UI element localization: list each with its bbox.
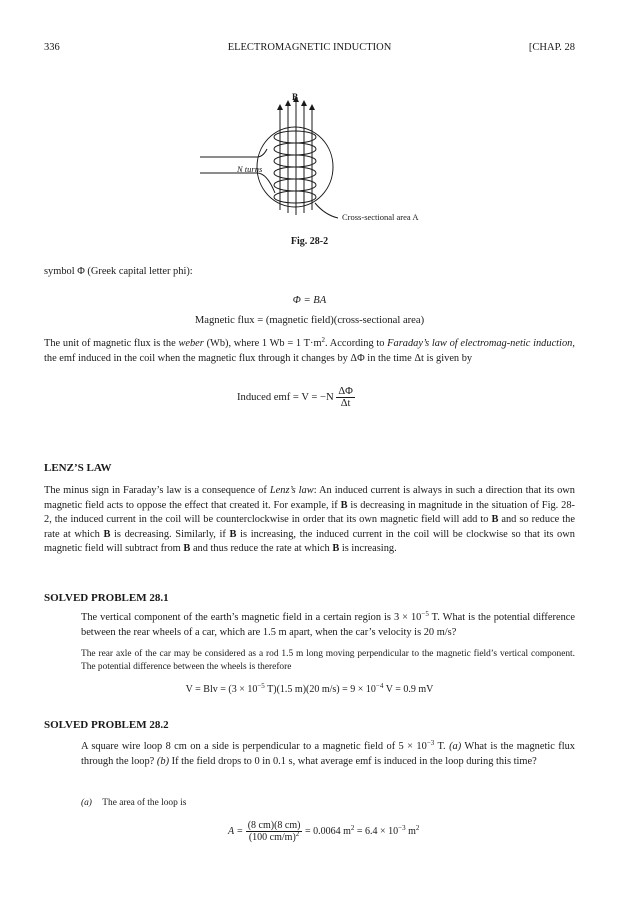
text-run: (Wb), where 1 Wb = 1 T·m xyxy=(206,338,322,349)
problem-28-2-question xyxy=(81,740,575,769)
symbol-b: B xyxy=(332,543,340,555)
area-lhs: A = xyxy=(228,825,244,837)
section-heading-problem-28-1: SOLVED PROBLEM 28.1 xyxy=(44,592,169,604)
term-faraday-law: Faraday’s law of electromag-netic induction xyxy=(387,338,573,349)
text-run: : An induced current is always in such a direction that its own magnetic field acts to oppose the effect that created it. For example, if xyxy=(44,485,576,511)
chapter-label: [CHAP. 28 xyxy=(528,42,575,53)
text-run: m xyxy=(408,825,416,837)
text-run: The unit of magnetic flux is the xyxy=(44,338,176,349)
superscript: −5 xyxy=(257,682,265,690)
text-run: is increasing, the induced current in the coil will be clockwise so that its own magnetic field will subtract from xyxy=(44,528,575,555)
area-label: Cross-sectional area A xyxy=(342,212,419,222)
superscript: −3 xyxy=(426,739,435,747)
text-run: What is the magnetic flux through the loop? xyxy=(81,741,575,767)
part-label: (a) xyxy=(449,741,462,752)
superscript: 2 xyxy=(415,823,420,832)
text-run: . According to xyxy=(325,338,385,349)
text-run: (100 cm/m) xyxy=(248,832,296,843)
part-label: (b) xyxy=(156,755,170,767)
lead-wire-top xyxy=(200,149,267,157)
emf-lhs: Induced emf = V = −N xyxy=(237,391,334,403)
term-weber: weber xyxy=(178,338,204,349)
intro-line: symbol Φ (Greek capital letter phi): xyxy=(44,266,193,277)
fraction xyxy=(336,386,355,409)
paragraph-weber xyxy=(44,337,575,366)
equation-flux-words: Magnetic flux = (magnetic field)(cross-sectional area) xyxy=(194,315,425,326)
text-run: If the field drops to 0 in 0.1 s, what average emf is induced in the loop during this time? xyxy=(171,755,537,767)
text-run: V = 0.9 mV xyxy=(385,684,434,695)
equation-induced-emf xyxy=(237,386,355,409)
superscript: 2 xyxy=(350,823,355,832)
superscript: −4 xyxy=(375,682,384,690)
paragraph-lenz xyxy=(44,484,575,557)
symbol-b: B xyxy=(491,514,499,526)
superscript: 2 xyxy=(295,830,300,838)
problem-28-1-question xyxy=(81,611,575,640)
section-heading-lenz: LENZ’S LAW xyxy=(44,462,112,474)
equation-flux-symbolic: Φ = BA xyxy=(292,295,327,306)
text-run: and thus reduce the rate at which xyxy=(192,543,330,555)
problem-28-2-part-a xyxy=(81,797,186,810)
turns-label: N turns xyxy=(237,164,263,174)
text-run: T)(1.5 m)(20 m/s) = 9 × 10 xyxy=(267,684,376,695)
symbol-b: B xyxy=(340,499,348,511)
text-run: is decreasing in magnitude in the situation of Fig. 28-2, the induced current in the coil will be counterclockwise in order that its own magnetic field will add to xyxy=(44,499,575,526)
problem-28-1-answer: The rear axle of the car may be considered as a rod 1.5 m long moving perpendicular to the magnetic field’s vertical component. The potential difference between the wheels is therefore xyxy=(81,649,575,673)
fraction-numerator: (8 cm)(8 cm) xyxy=(247,820,301,831)
symbol-b: B xyxy=(229,528,237,540)
area-leader-line xyxy=(315,203,338,218)
symbol-b: B xyxy=(103,528,111,540)
symbol-b: B xyxy=(183,543,191,555)
text-run: The minus sign in Faraday’s law is a consequence of xyxy=(44,485,267,496)
fraction-denominator xyxy=(246,831,303,843)
text-run: T. xyxy=(437,741,446,752)
running-title: ELECTROMAGNETIC INDUCTION xyxy=(227,42,392,53)
equation-potential-difference xyxy=(0,684,619,695)
term-lenz-law: Lenz’s law xyxy=(269,485,314,496)
text-run: = 6.4 × 10 xyxy=(356,825,399,837)
text-run: is decreasing. Similarly, if xyxy=(114,528,226,540)
part-label: (a) xyxy=(81,798,92,808)
field-label-b: B xyxy=(292,92,299,102)
section-heading-problem-28-2: SOLVED PROBLEM 28.2 xyxy=(44,719,169,731)
text-run: , the emf induced in the coil when the magnetic flux through it changes by ΔΦ in the time Δt is given by xyxy=(44,338,575,364)
equation-loop-area xyxy=(228,820,419,843)
text-run: The vertical component of the earth’s magnetic field in a certain region is 3 × 10 xyxy=(81,612,422,623)
text-run: = 0.0064 m xyxy=(304,825,351,837)
text-run: V = Blv = (3 × 10 xyxy=(185,684,258,695)
text-run: is increasing. xyxy=(341,543,397,555)
superscript: 2 xyxy=(321,336,326,344)
text-run: The area of the loop is xyxy=(102,798,187,808)
fraction-numerator: ΔΦ xyxy=(338,386,353,397)
text-run: T. What is the potential difference between the rear wheels of a car, which are 1.5 m apart, when the car’s velocity is 20 m/s? xyxy=(81,612,575,638)
page-number: 336 xyxy=(44,42,60,53)
figure-coil-diagram xyxy=(195,85,440,230)
superscript: −5 xyxy=(421,610,429,618)
fraction-denominator: Δt xyxy=(336,397,355,409)
fraction xyxy=(246,820,303,843)
superscript: −3 xyxy=(398,823,406,832)
text-run: A square wire loop 8 cm on a side is perpendicular to a magnetic field of 5 × 10 xyxy=(81,741,427,752)
text-run: and so reduce the rate at which xyxy=(44,514,575,540)
figure-caption: Fig. 28-2 xyxy=(290,236,329,247)
